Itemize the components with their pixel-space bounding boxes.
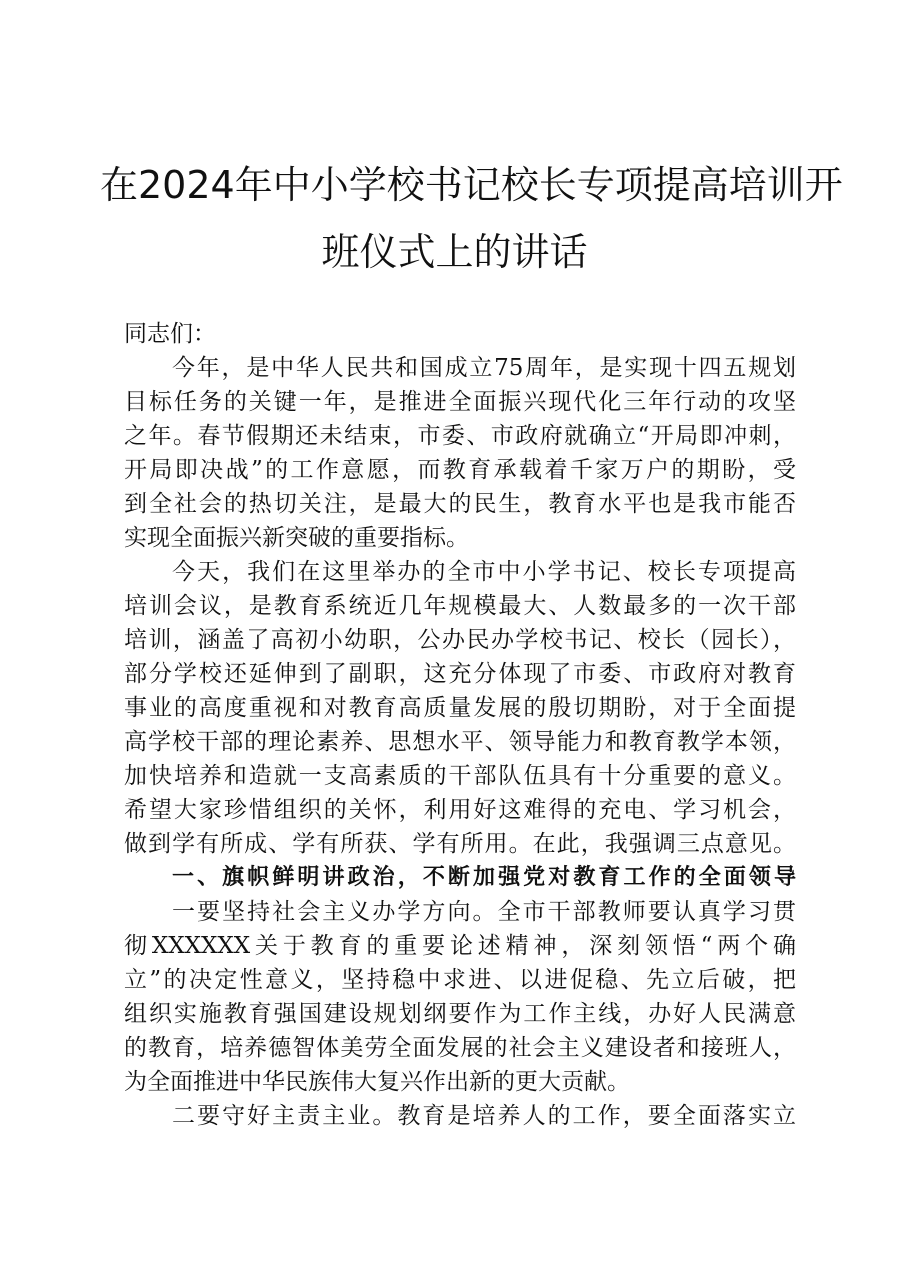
paragraph-1-line: 实现全面振兴新突破的重要指标。 <box>124 525 469 551</box>
paragraph-1-line: 今年，是中华人民共和国成立75周年，是实现十四五规划 <box>172 355 796 381</box>
paragraph-3-line: 彻XXXXXX关于教育的重要论述精神，深刻领悟“两个确 <box>124 933 796 959</box>
section-1-heading: 一、旗帜鲜明讲政治，不断加强党对教育工作的全面领导 <box>172 865 796 890</box>
paragraph-2-line: 培训，涵盖了高初小幼职，公办民办学校书记、校长（园长）， <box>124 627 796 653</box>
paragraph-1-line: 开局即决战”的工作意愿，而教育承载着千家万户的期盼，受 <box>124 457 796 483</box>
paragraph-1-line: 之年。春节假期还未结束，市委、市政府就确立“开局即冲刺， <box>124 423 796 449</box>
document-title-line-1: 在2024年中小学校书记校长专项提高培训开 <box>100 163 843 207</box>
paragraph-2-line: 希望大家珍惜组织的关怀，利用好这难得的充电、学习机会， <box>124 797 796 823</box>
paragraph-2-line: 部分学校还延伸到了副职，这充分体现了市委、市政府对教育 <box>124 661 796 687</box>
paragraph-1-line: 目标任务的关键一年，是推进全面振兴现代化三年行动的攻坚 <box>124 389 796 415</box>
paragraph-3-line: 一要坚持社会主义办学方向。全市干部教师要认真学习贯 <box>172 899 796 925</box>
paragraph-2-line: 高学校干部的理论素养、思想水平、领导能力和教育教学本领， <box>124 729 796 755</box>
paragraph-3-line: 的教育，培养德智体美劳全面发展的社会主义建设者和接班人， <box>124 1035 796 1061</box>
document-title-line-2: 班仪式上的讲话 <box>321 230 588 274</box>
salutation: 同志们： <box>124 321 216 347</box>
paragraph-3-line: 立”的决定性意义，坚持稳中求进、以进促稳、先立后破，把 <box>124 967 796 993</box>
paragraph-2-line: 今天，我们在这里举办的全市中小学书记、校长专项提高 <box>172 559 796 585</box>
paragraph-3-line: 为全面推进中华民族伟大复兴作出新的更大贡献。 <box>124 1069 630 1095</box>
paragraph-1-line: 到全社会的热切关注，是最大的民生，教育水平也是我市能否 <box>124 491 796 517</box>
paragraph-2-line: 做到学有所成、学有所获、学有所用。在此，我强调三点意见。 <box>124 831 796 857</box>
paragraph-2-line: 事业的高度重视和对教育高质量发展的殷切期盼，对于全面提 <box>124 695 796 721</box>
paragraph-2-line: 加快培养和造就一支高素质的干部队伍具有十分重要的意义。 <box>124 763 796 789</box>
paragraph-2-line: 培训会议，是教育系统近几年规模最大、人数最多的一次干部 <box>124 593 796 619</box>
paragraph-4-line: 二要守好主责主业。教育是培养人的工作，要全面落实立 <box>172 1103 796 1129</box>
paragraph-3-line: 组织实施教育强国建设规划纲要作为工作主线，办好人民满意 <box>124 1001 796 1027</box>
